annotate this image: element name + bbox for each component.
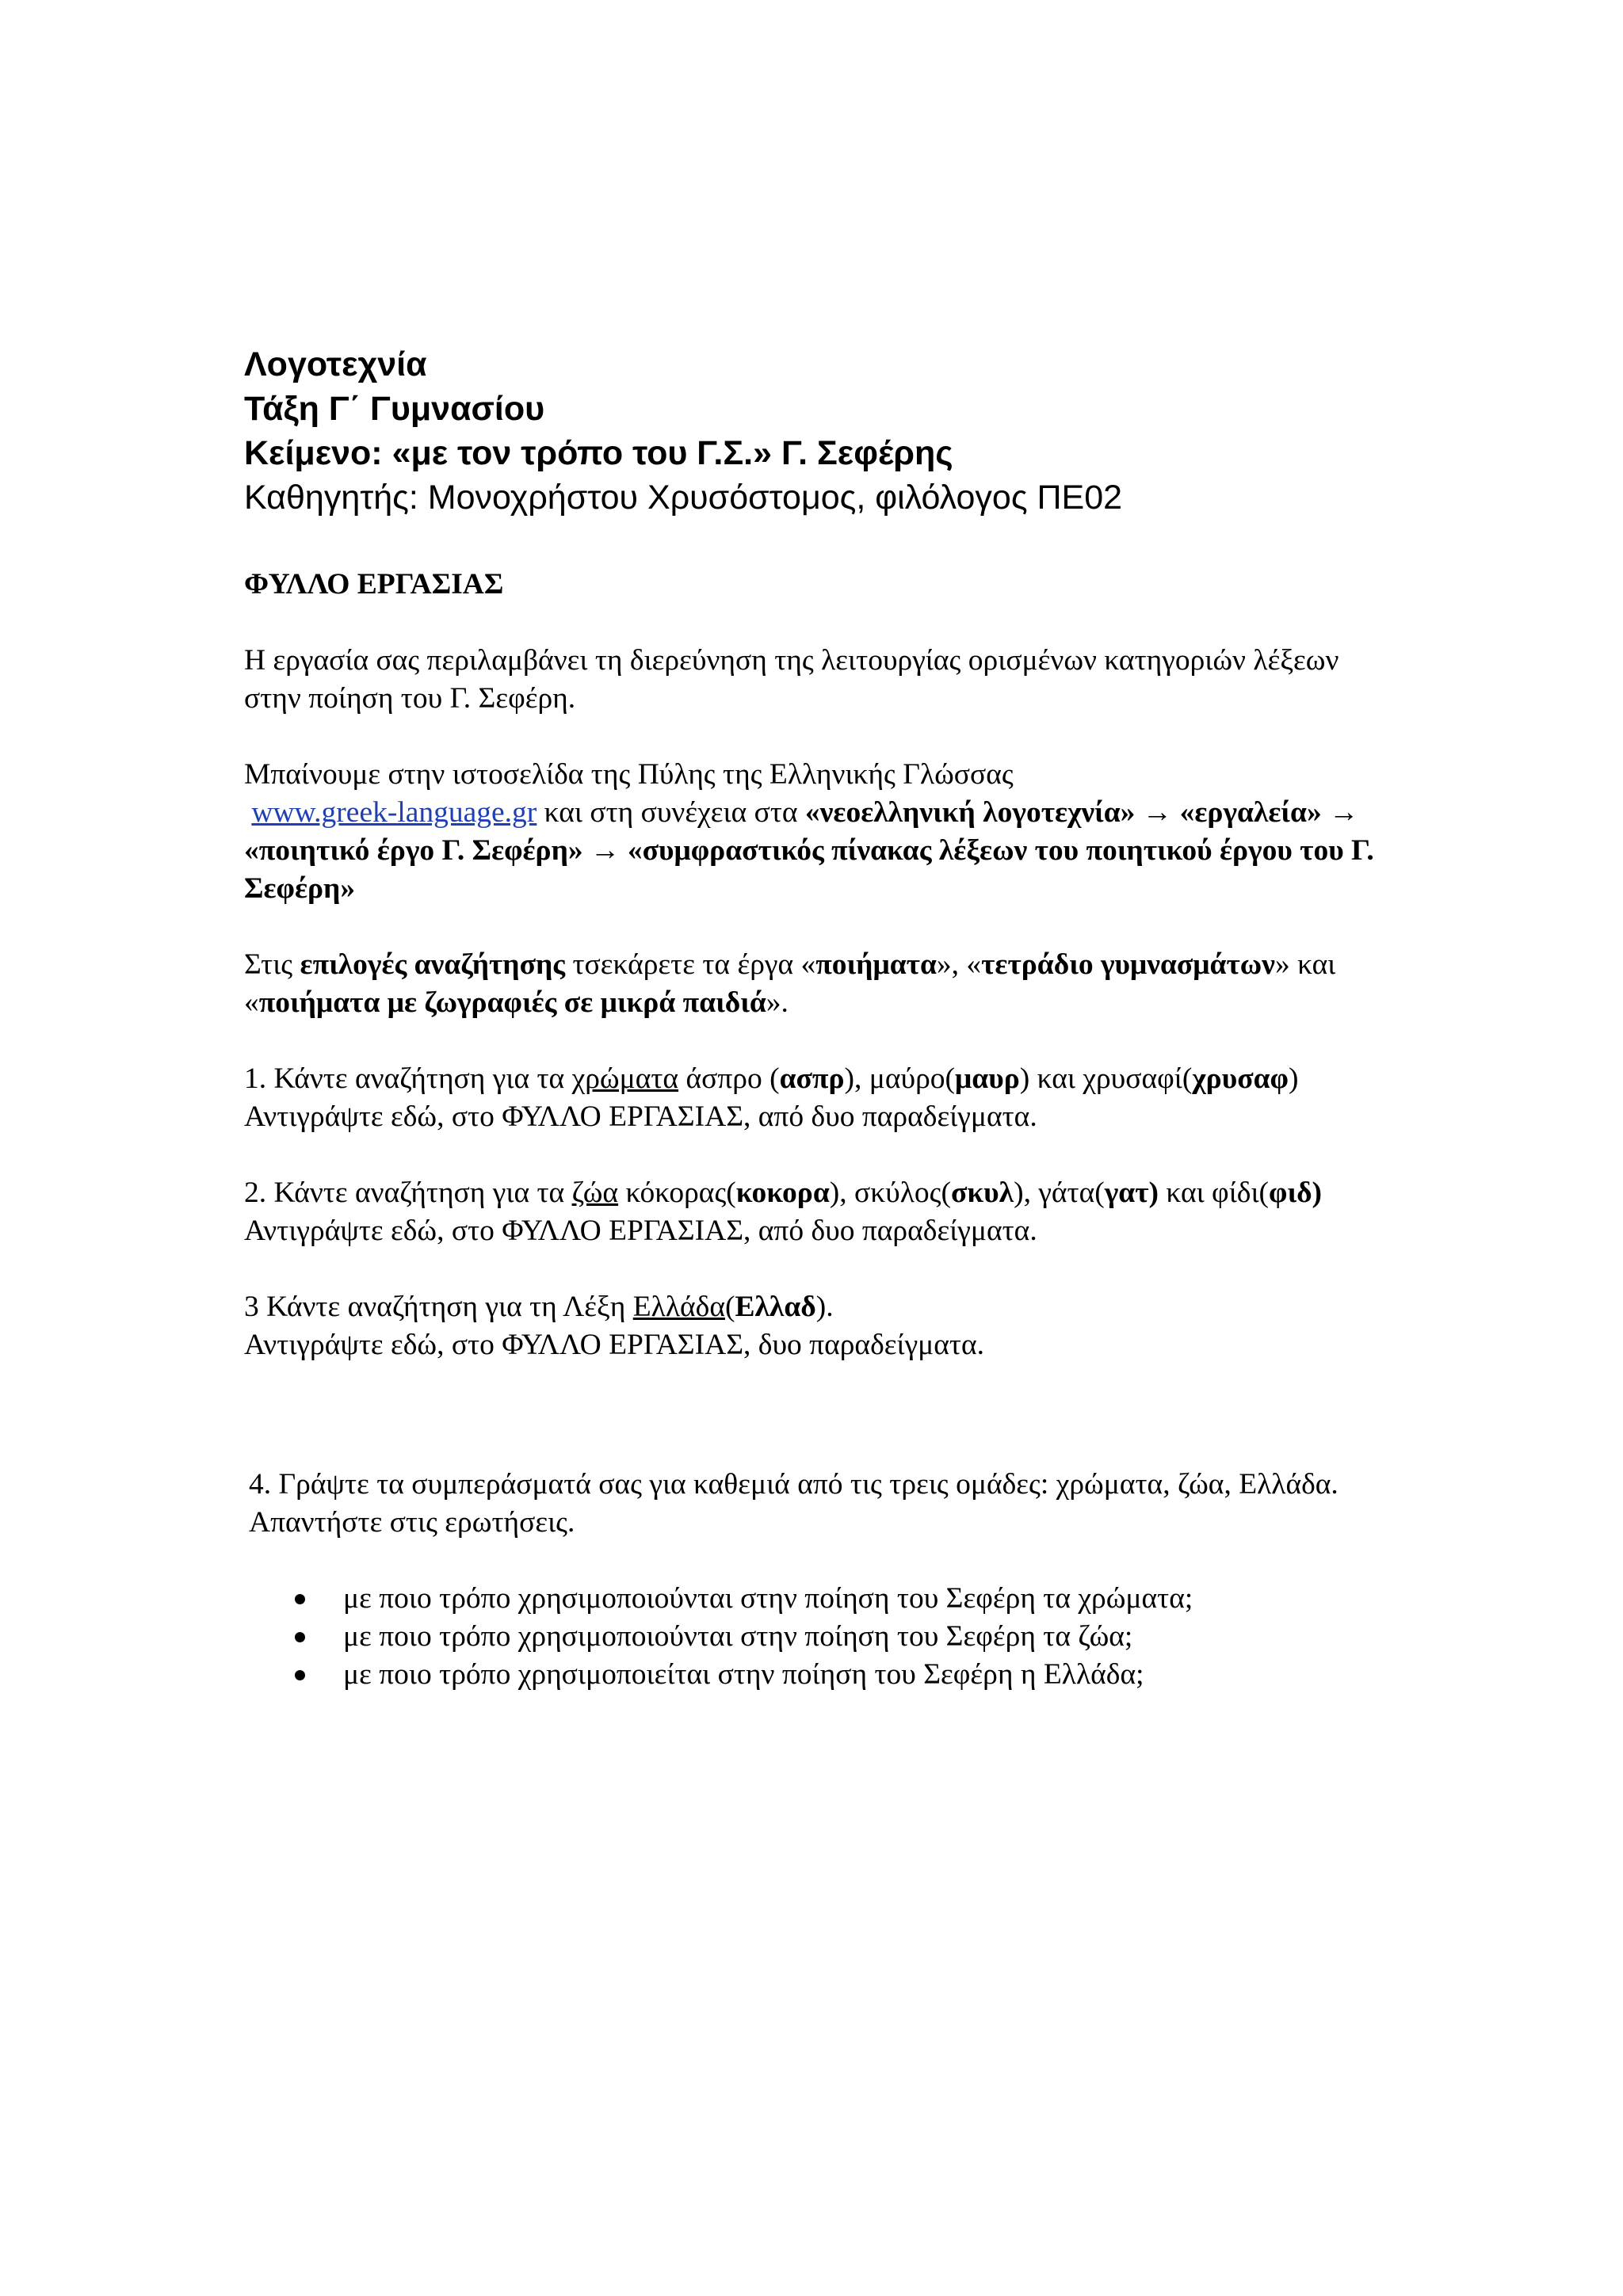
task-1: 1. Κάντε αναζήτηση για τα χρώματα άσπρο (ασπρ), μαύρο(μαυρ) και χρυσαφί(χρυσαφ) Αντιγράψτε εδώ, στο ΦΥΛΛΟ ΕΡΓΑΣΙΑΣ, από δυο παραδείγματα. (244, 1062, 1299, 1133)
task-3: 3 Κάντε αναζήτηση για τη Λέξη Ελλάδα(Ελλαδ). Αντιγράψτε εδώ, στο ΦΥΛΛΟ ΕΡΓΑΣΙΑΣ, δυο παραδείγματα. (244, 1291, 985, 1361)
task-4: 4. Γράψτε τα συμπεράσματά σας για καθεμιά από τις τρεις ομάδες: χρώματα, ζώα, Ελλάδα. Απαντήστε στις ερωτήσεις. (249, 1468, 1338, 1539)
bullet-icon (295, 1632, 305, 1642)
navigation-line: Μπαίνουμε στην ιστοσελίδα της Πύλης της Ελληνικής Γλώσσας (244, 758, 1014, 791)
navigation-paragraph: Μπαίνουμε στην ιστοσελίδα της Πύλης της Ελληνικής Γλώσσας www.greek-language.gr και στη συνέχεια στα «νεοελληνική λογοτεχνία» → «εργαλεία» → «ποιητικό έργο Γ. Σεφέρη» → «συμφραστικός πίνακας λέξεων του ποιητικού έργου του Γ. Σεφέρη» (244, 758, 1374, 905)
document-content (244, 342, 1385, 1694)
nav-step-2: «εργαλεία» (1179, 796, 1322, 829)
subject-heading: Λογοτεχνία (244, 345, 427, 383)
nav-step-1: «νεοελληνική λογοτεχνία» (804, 796, 1136, 829)
class-heading: Τάξη Γ΄ Γυμνασίου (244, 390, 545, 428)
task-2: 2. Κάντε αναζήτηση για τα ζώα κόκορας(κοκορα), σκύλος(σκυλ), γάτα(γατ) και φίδι(φιδ) Αντιγράψτε εδώ, στο ΦΥΛΛΟ ΕΡΓΑΣΙΑΣ, από δυο παραδείγματα. (244, 1177, 1323, 1247)
question-item: με ποιο τρόπο χρησιμοποιούνται στην ποίηση του Σεφέρη τα χρώματα; (244, 1580, 1385, 1618)
text-heading: Κείμενο: «με τον τρόπο του Γ.Σ.» Γ. Σεφέρης (244, 434, 953, 472)
teacher-heading: Καθηγητής: Μονοχρήστου Χρυσόστομος, φιλόλογος ΠΕ02 (244, 479, 1123, 517)
task-3-instruction: Αντιγράψτε εδώ, στο ΦΥΛΛΟ ΕΡΓΑΣΙΑΣ, δυο παραδείγματα. (244, 1329, 985, 1361)
task-2-instruction: Αντιγράψτε εδώ, στο ΦΥΛΛΟ ΕΡΓΑΣΙΑΣ, από δυο παραδείγματα. (244, 1215, 1037, 1247)
bullet-icon (295, 1670, 305, 1680)
worksheet-title: ΦΥΛΛΟ ΕΡΓΑΣΙΑΣ (244, 568, 504, 601)
bullet-icon (295, 1594, 305, 1604)
question-item: με ποιο τρόπο χρησιμοποιούνται στην ποίηση του Σεφέρη τα ζώα; (244, 1618, 1385, 1656)
nav-step-3: «ποιητικό έργο Γ. Σεφέρη» (244, 834, 583, 867)
greek-language-link[interactable]: www.greek-language.gr (251, 796, 537, 829)
intro-paragraph: Η εργασία σας περιλαμβάνει τη διερεύνηση της λειτουργίας ορισμένων κατηγοριών λέξεων στην ποίηση του Γ. Σεφέρη. (244, 644, 1339, 715)
task-1-instruction: Αντιγράψτε εδώ, στο ΦΥΛΛΟ ΕΡΓΑΣΙΑΣ, από δυο παραδείγματα. (244, 1100, 1037, 1133)
search-options-paragraph: Στις επιλογές αναζήτησης τσεκάρετε τα έργα «ποιήματα», «τετράδιο γυμνασμάτων» και «ποιήματα με ζωγραφιές σε μικρά παιδιά». (244, 948, 1336, 1019)
questions-list (244, 1580, 1385, 1694)
question-item: με ποιο τρόπο χρησιμοποιείται στην ποίηση του Σεφέρη η Ελλάδα; (244, 1656, 1385, 1694)
nav-step-4: «συμφραστικός πίνακας λέξεων του ποιητικού έργου του Γ. Σεφέρη» (244, 834, 1374, 905)
